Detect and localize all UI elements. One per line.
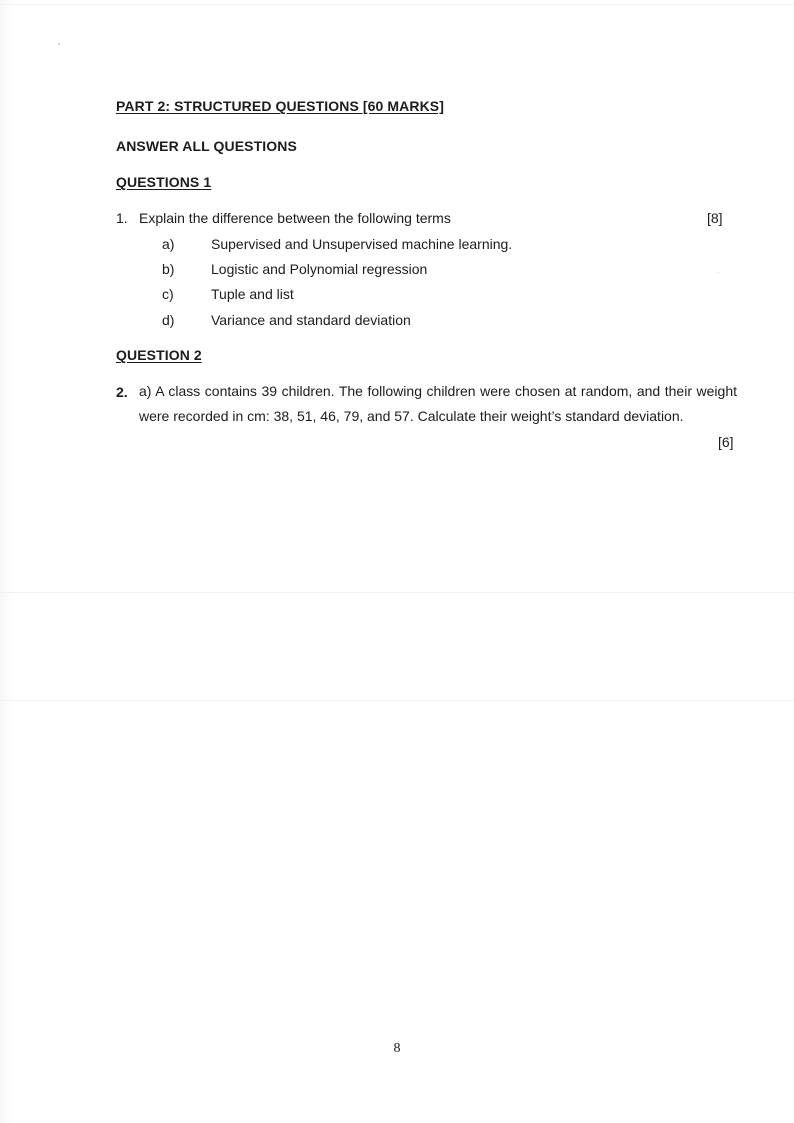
scan-line xyxy=(0,592,794,593)
question-1-number: 1. xyxy=(116,210,128,226)
scan-line xyxy=(0,4,794,5)
scan-line xyxy=(0,700,794,701)
scan-speck xyxy=(58,43,60,45)
item-text: Logistic and Polynomial regression xyxy=(211,261,428,277)
instruction-heading: ANSWER ALL QUESTIONS xyxy=(116,138,297,154)
part-heading: PART 2: STRUCTURED QUESTIONS [60 MARKS] xyxy=(116,98,444,114)
item-letter: b) xyxy=(162,261,175,277)
question-1-marks: [8] xyxy=(707,210,723,226)
item-text: Supervised and Unsupervised machine learning. xyxy=(211,236,513,252)
scan-edge-shadow xyxy=(0,0,14,1123)
question-2-marks: [6] xyxy=(718,434,734,450)
item-letter: c) xyxy=(162,286,174,302)
question-2-text: a) A class contains 39 children. The following children were chosen at random, and their weight were recorded in cm: 38, 51, 46, 79, and 57. Calculate their weight’s standard deviation. xyxy=(139,383,737,424)
item-letter: d) xyxy=(162,312,175,328)
item-text: Variance and standard deviation xyxy=(211,312,411,328)
item-letter: a) xyxy=(162,236,175,252)
page-number: 8 xyxy=(393,1041,401,1056)
scan-speck xyxy=(718,272,719,273)
question-1-title: QUESTIONS 1 xyxy=(116,174,212,190)
item-text: Tuple and list xyxy=(211,286,294,302)
question-2-number: 2. xyxy=(116,384,128,400)
question-1-prompt: Explain the difference between the following terms xyxy=(139,210,451,226)
question-2-title: QUESTION 2 xyxy=(116,347,202,363)
